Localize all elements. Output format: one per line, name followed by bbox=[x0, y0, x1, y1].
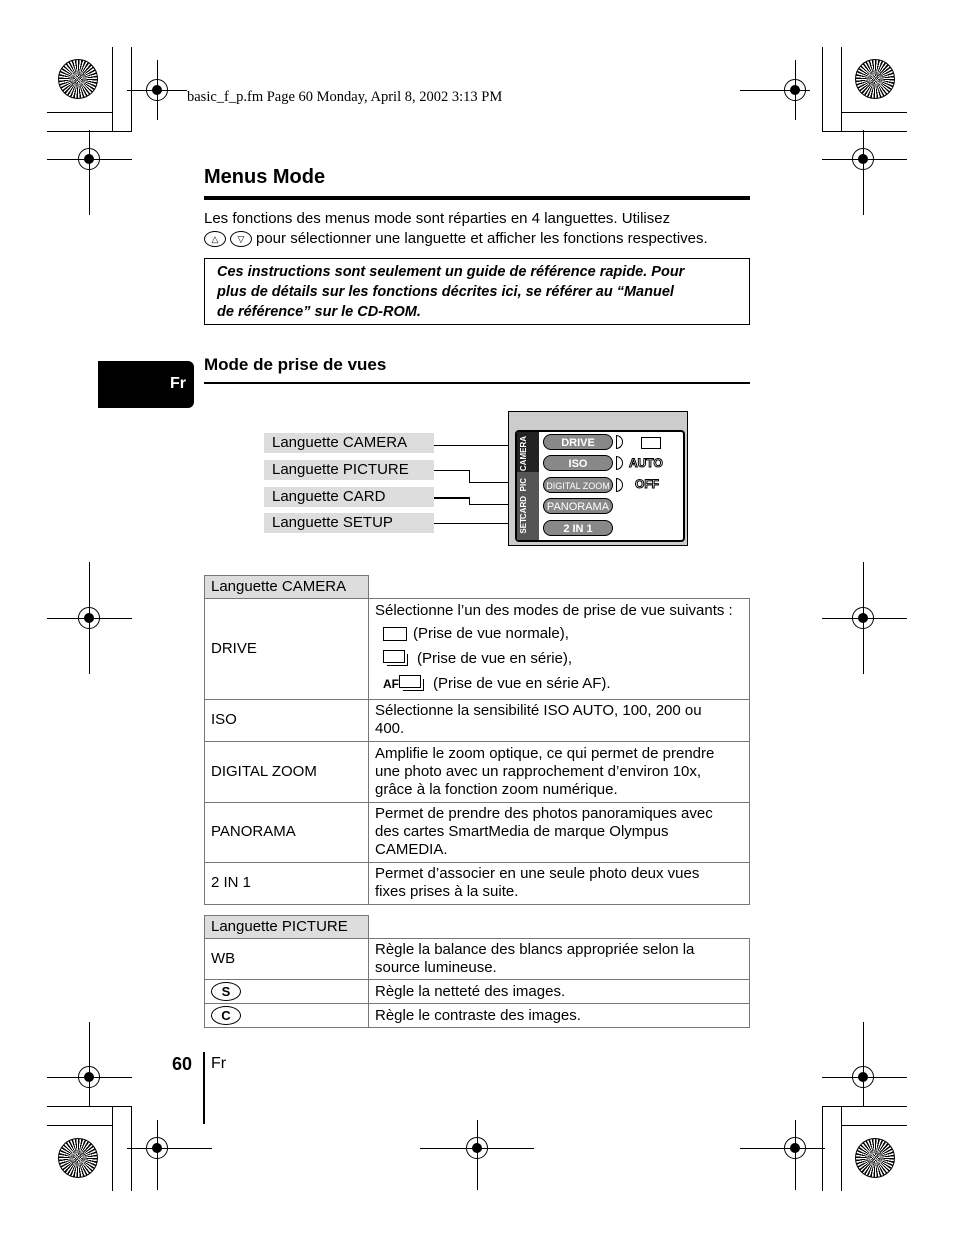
registration-star-icon bbox=[58, 59, 98, 99]
up-arrow-button-icon: △ bbox=[204, 231, 226, 247]
right-arrow-icon bbox=[616, 435, 623, 449]
table-row: PANORAMA Permet de prendre des photos panoramiques avec des cartes SmartMedia de marque Olympus CAMEDIA. bbox=[205, 802, 750, 862]
af-sequential-shooting-icon bbox=[399, 675, 427, 693]
right-arrow-icon bbox=[616, 456, 623, 470]
file-header: basic_f_p.fm Page 60 Monday, April 8, 2002 3:13 PM bbox=[187, 89, 503, 105]
table-row: C Règle le contraste des images. bbox=[205, 1004, 750, 1028]
screen-tab-setup: SET bbox=[519, 518, 528, 534]
tab-label-card: Languette CARD bbox=[264, 487, 434, 507]
registration-star-icon bbox=[855, 59, 895, 99]
screen-item-2in1: 2 IN 1 bbox=[543, 520, 613, 536]
table-header: Languette PICTURE bbox=[205, 916, 369, 939]
row-desc: Sélectionne l’un des modes de prise de vue suivants : bbox=[375, 602, 733, 619]
table-row: DIGITAL ZOOM Amplifie le zoom optique, ce qui permet de prendre une photo avec un rapprochement d’environ 10x, grâce à la fonction zoom numérique. bbox=[205, 741, 750, 802]
subsection-rule bbox=[204, 382, 750, 384]
sharpness-icon: S bbox=[211, 982, 241, 1001]
note-box bbox=[204, 258, 750, 325]
screen-zoom-value: OFF bbox=[635, 477, 659, 491]
screen-iso-value: AUTO bbox=[629, 456, 663, 470]
screen-tab-picture: PIC bbox=[519, 478, 528, 492]
single-frame-icon bbox=[383, 627, 407, 641]
note-line: Ces instructions sont seulement un guide de référence rapide. Pour bbox=[217, 264, 685, 280]
screen-item-panorama: PANORAMA bbox=[543, 498, 613, 514]
right-arrow-icon bbox=[616, 478, 623, 492]
table-header: Languette CAMERA bbox=[205, 576, 369, 599]
footer-language: Fr bbox=[211, 1055, 227, 1072]
af-label: AF bbox=[383, 676, 399, 691]
screen-tab-column bbox=[517, 432, 539, 540]
screen-item-drive: DRIVE bbox=[543, 434, 613, 450]
screen-display bbox=[515, 430, 685, 542]
single-frame-icon bbox=[641, 437, 661, 449]
screen-tab-card: CARD bbox=[519, 496, 528, 520]
note-line: plus de détails sur les fonctions décrites ici, se référer au “Manuel bbox=[217, 284, 674, 300]
screen-tab-camera: CAMERA bbox=[519, 436, 528, 472]
camera-menu-screen bbox=[508, 411, 688, 546]
page-title: Menus Mode bbox=[204, 166, 326, 188]
screen-item-iso: ISO bbox=[543, 455, 613, 471]
table-row: DRIVE Sélectionne l’un des modes de prise de vue suivants : (Prise de vue normale), (Prise de vue en série), AF (Prise de vue en série AF). bbox=[205, 599, 750, 700]
down-arrow-button-icon: ▽ bbox=[230, 231, 252, 247]
table-row: 2 IN 1 Permet d’associer en une seule photo deux vues fixes prises à la suite. bbox=[205, 862, 750, 904]
language-side-tab: Fr bbox=[98, 361, 194, 408]
intro-text-line1: Les fonctions des menus mode sont réparties en 4 languettes. Utilisez bbox=[204, 210, 671, 227]
camera-tab-table bbox=[204, 575, 750, 905]
row-name: DRIVE bbox=[205, 599, 369, 700]
subsection-title: Mode de prise de vues bbox=[204, 355, 387, 374]
tab-label-setup: Languette SETUP bbox=[264, 513, 434, 533]
intro-text-line2 bbox=[204, 230, 708, 247]
table-row: ISO Sélectionne la sensibilité ISO AUTO, 100, 200 ou 400. bbox=[205, 699, 750, 741]
table-row: S Règle la netteté des images. bbox=[205, 980, 750, 1004]
note-line: de référence” sur le CD-ROM. bbox=[217, 304, 421, 320]
title-rule bbox=[204, 196, 750, 200]
registration-star-icon bbox=[855, 1138, 895, 1178]
contrast-icon: C bbox=[211, 1006, 241, 1025]
screen-item-digital-zoom: DIGITAL ZOOM bbox=[543, 477, 613, 493]
intro-text-line2-body: pour sélectionner une languette et afficher les fonctions respectives. bbox=[256, 230, 708, 247]
tab-label-camera: Languette CAMERA bbox=[264, 433, 434, 453]
sequential-shooting-icon bbox=[383, 650, 411, 668]
registration-star-icon bbox=[58, 1138, 98, 1178]
page-number: 60 bbox=[172, 1054, 193, 1074]
footer-bar bbox=[203, 1052, 205, 1124]
tab-label-picture: Languette PICTURE bbox=[264, 460, 434, 480]
table-row: WB Règle la balance des blancs appropriée selon la source lumineuse. bbox=[205, 939, 750, 980]
picture-tab-table bbox=[204, 915, 750, 1028]
